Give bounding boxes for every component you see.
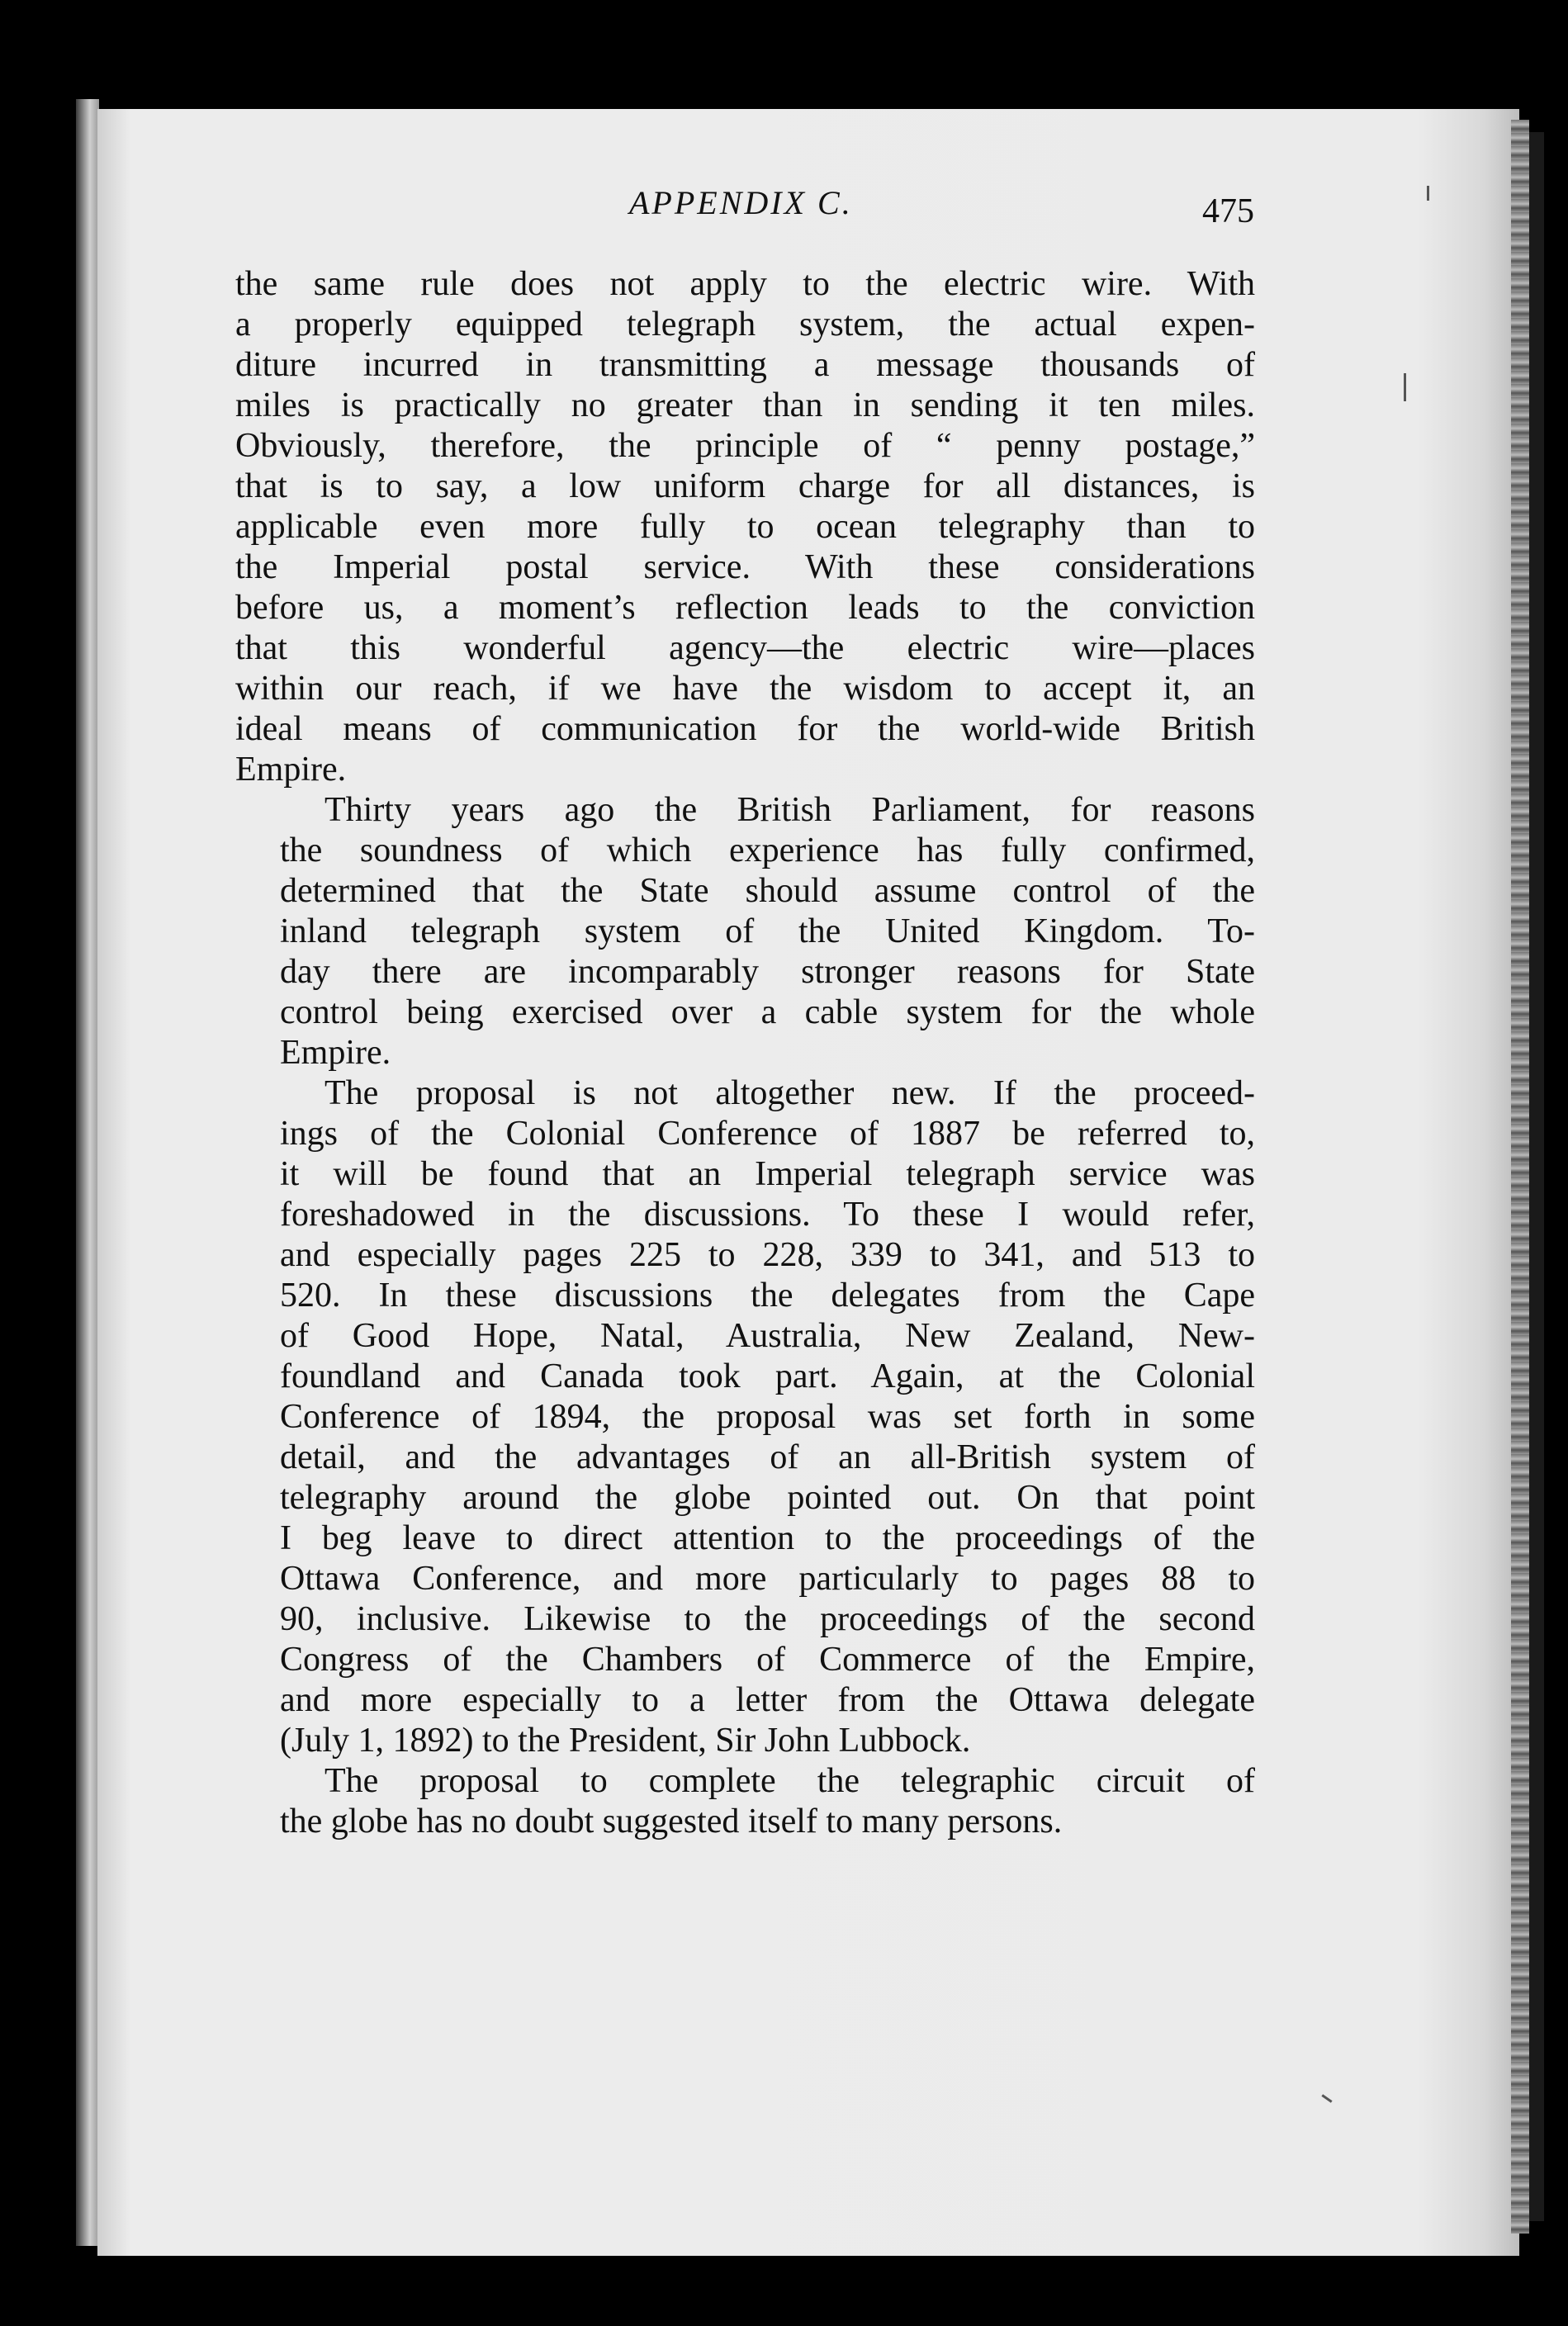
text-line: Conference of 1894, the proposal was set forth in some	[280, 1398, 1255, 1436]
text-line: Obviously, therefore, the principle of “ penny postage,”	[235, 427, 1255, 465]
margin-mark	[1404, 373, 1406, 401]
page-edge-stack	[1511, 120, 1529, 2234]
text-line: foundland and Canada took part. Again, at the Colonial	[280, 1357, 1255, 1395]
text-line: that is to say, a low uniform charge for all distances, is	[235, 467, 1255, 505]
text-line: inland telegraph system of the United Kingdom. To-	[280, 912, 1255, 950]
paragraph	[235, 790, 1255, 1073]
text-line: foreshadowed in the discussions. To these I would refer,	[280, 1196, 1255, 1234]
paragraph	[235, 264, 1255, 790]
text-line: ideal means of communication for the world-wide British	[235, 710, 1255, 748]
text-line: it will be found that an Imperial telegraph service was	[280, 1155, 1255, 1193]
text-line: detail, and the advantages of an all-British system of	[280, 1438, 1255, 1476]
running-head: APPENDIX C.	[629, 184, 853, 221]
book-cover-edge	[1529, 132, 1544, 2221]
text-line: Empire.	[280, 1034, 391, 1072]
text-line: miles is practically no greater than in sending it ten miles.	[235, 386, 1255, 424]
text-line: 520. In these discussions the delegates from the Cape	[280, 1277, 1255, 1315]
text-line: that this wonderful agency—the electric wire—places	[235, 629, 1255, 667]
text-line: applicable even more fully to ocean telegraphy than to	[235, 508, 1255, 546]
text-line: of Good Hope, Natal, Australia, New Zealand, New-	[280, 1317, 1255, 1355]
book-spine-shadow	[76, 99, 99, 2246]
text-line: within our reach, if we have the wisdom to accept it, an	[235, 670, 1255, 708]
text-line: telegraphy around the globe pointed out. On that point	[280, 1479, 1255, 1517]
text-line: and especially pages 225 to 228, 339 to 341, and 513 to	[280, 1236, 1255, 1274]
text-line: ings of the Colonial Conference of 1887 be referred to,	[280, 1115, 1255, 1153]
text-line: the globe has no doubt suggested itself to many persons.	[280, 1803, 1063, 1840]
text-line: Empire.	[235, 751, 347, 789]
text-line: day there are incomparably stronger reasons for State	[280, 953, 1255, 991]
text-line: the Imperial postal service. With these considerations	[235, 548, 1255, 586]
text-line: before us, a moment’s reflection leads to the conviction	[235, 589, 1255, 627]
text-line: Ottawa Conference, and more particularly to pages 88 to	[280, 1560, 1255, 1598]
text-line: Thirty years ago the British Parliament, for reasons	[324, 791, 1255, 829]
text-line: 90, inclusive. Likewise to the proceedings of the second	[280, 1600, 1255, 1638]
text-line: a properly equipped telegraph system, the actual expen-	[235, 306, 1255, 343]
text-line: The proposal is not altogether new. If the proceed-	[324, 1074, 1255, 1112]
paragraph	[235, 1761, 1255, 1842]
margin-mark	[1427, 186, 1429, 201]
text-line: the same rule does not apply to the electric wire. With	[235, 265, 1255, 303]
paragraph	[235, 1073, 1255, 1761]
body-text	[235, 264, 1255, 1842]
text-line: and more especially to a letter from the Ottawa delegate	[280, 1681, 1255, 1719]
text-line: control being exercised over a cable system for the whole	[280, 993, 1255, 1031]
text-line: The proposal to complete the telegraphic circuit of	[324, 1762, 1255, 1800]
text-line: the soundness of which experience has fully confirmed,	[280, 831, 1255, 869]
text-line: (July 1, 1892) to the President, Sir John Lubbock.	[280, 1722, 971, 1760]
text-line: determined that the State should assume control of the	[280, 872, 1255, 910]
page-number: 475	[1202, 192, 1254, 230]
text-line: I beg leave to direct attention to the proceedings of the	[280, 1519, 1255, 1557]
text-line: diture incurred in transmitting a message thousands of	[235, 346, 1255, 384]
text-line: Congress of the Chambers of Commerce of the Empire,	[280, 1641, 1255, 1679]
